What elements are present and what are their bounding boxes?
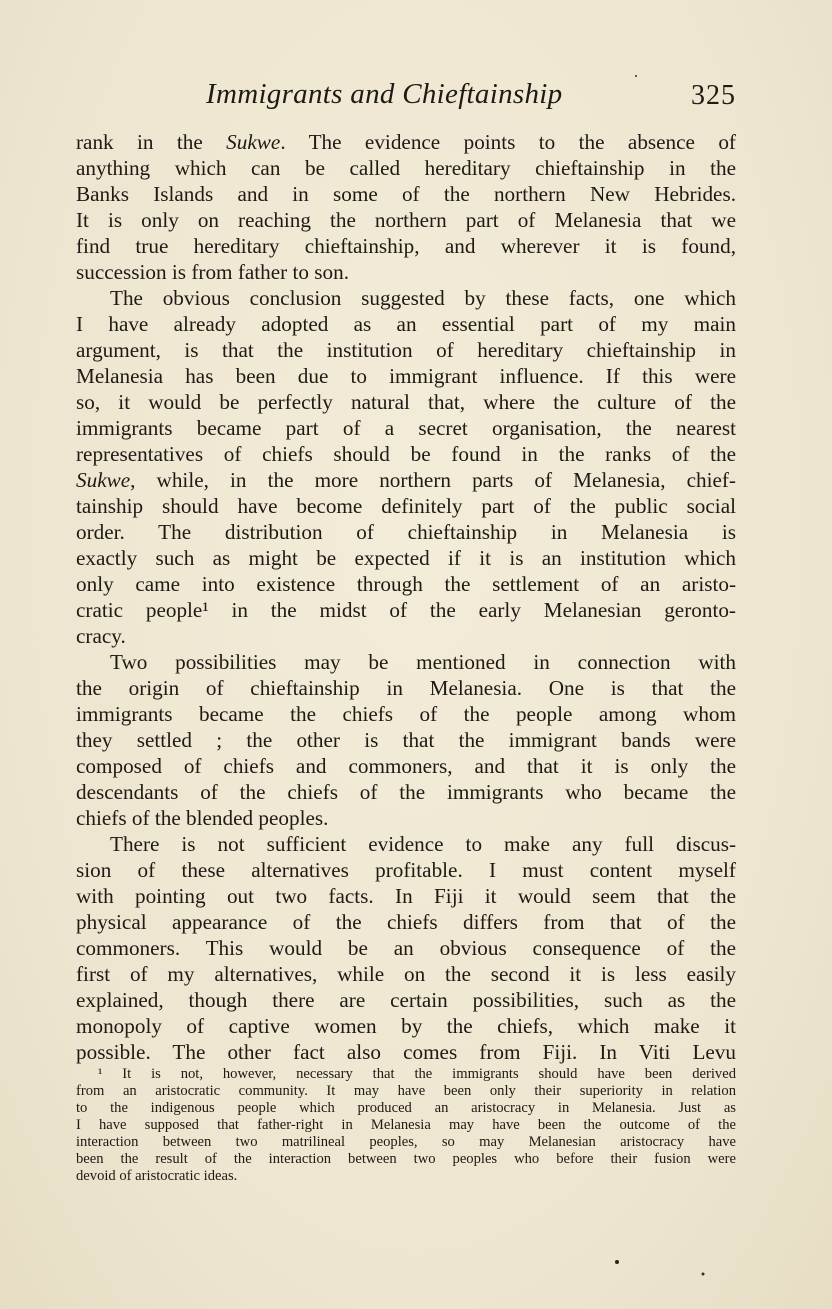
body-line: physical appearance of the chiefs differs from that of the bbox=[76, 910, 736, 934]
footnote-line: been the result of the interaction between two peoples who before their fusion were bbox=[76, 1151, 736, 1167]
footnote-line: interaction between two matrilineal peoples, so may Melanesian aristocracy have bbox=[76, 1134, 736, 1150]
body-line: descendants of the chiefs of the immigrants who became the bbox=[76, 780, 736, 804]
body-line: chiefs of the blended peoples. bbox=[76, 806, 329, 830]
body-line: argument, is that the institution of hereditary chieftainship in bbox=[76, 338, 736, 362]
native-term: Sukwe bbox=[76, 468, 131, 492]
body-line: with pointing out two facts. In Fiji it would seem that the bbox=[76, 884, 736, 908]
running-title: Immigrants and Chieftainship bbox=[206, 78, 563, 110]
ink-speck bbox=[635, 75, 637, 77]
footnote bbox=[76, 1066, 736, 1185]
body-line: first of my alternatives, while on the second it is less easily bbox=[76, 962, 736, 986]
page-number: 325 bbox=[691, 80, 736, 111]
footnote-line: from an aristocratic community. It may have been only their superiority in relation bbox=[76, 1083, 736, 1099]
body-line: explained, though there are certain possibilities, such as the bbox=[76, 988, 736, 1012]
ink-speck bbox=[702, 1273, 705, 1276]
footnote-line: to the indigenous people which produced an aristocracy in Melanesia. Just as bbox=[76, 1100, 736, 1116]
paragraph-start: There is not sufficient evidence to make any full discus- bbox=[110, 832, 736, 856]
body-line: succession is from father to son. bbox=[76, 260, 350, 284]
body-line: cracy. bbox=[76, 624, 126, 648]
body-line: anything which can be called hereditary chieftainship in the bbox=[76, 156, 736, 180]
page-header bbox=[76, 78, 736, 118]
body-line: composed of chiefs and commoners, and that it is only the bbox=[76, 754, 736, 778]
body-line: cratic people¹ in the midst of the early Melanesian geronto- bbox=[76, 598, 736, 622]
body-line: order. The distribution of chieftainship in Melanesia is bbox=[76, 520, 736, 544]
body-line: I have already adopted as an essential part of my main bbox=[76, 312, 736, 336]
body-line: possible. The other fact also comes from Fiji. In Viti Levu bbox=[76, 1040, 736, 1064]
body-line: only came into existence through the settlement of an aristo- bbox=[76, 572, 736, 596]
paragraph-start: Two possibilities may be mentioned in connection with bbox=[110, 650, 736, 674]
ink-speck bbox=[615, 1260, 619, 1264]
body-text bbox=[76, 129, 736, 1065]
body-line: they settled ; the other is that the immigrant bands were bbox=[76, 728, 736, 752]
paragraph-start: The obvious conclusion suggested by these facts, one which bbox=[110, 286, 736, 310]
body-line: commoners. This would be an obvious consequence of the bbox=[76, 936, 736, 960]
body-line: tainship should have become definitely part of the public social bbox=[76, 494, 736, 518]
body-line: It is only on reaching the northern part of Melanesia that we bbox=[76, 208, 736, 232]
body-line: so, it would be perfectly natural that, where the culture of the bbox=[76, 390, 736, 414]
body-line: Melanesia has been due to immigrant influence. If this were bbox=[76, 364, 736, 388]
body-line: immigrants became part of a secret organisation, the nearest bbox=[76, 416, 736, 440]
body-line: monopoly of captive women by the chiefs, which make it bbox=[76, 1014, 736, 1038]
footnote-line: devoid of aristocratic ideas. bbox=[76, 1168, 238, 1184]
body-line: Banks Islands and in some of the northern New Hebrides. bbox=[76, 182, 736, 206]
body-line: immigrants became the chiefs of the people among whom bbox=[76, 702, 736, 726]
body-line: sion of these alternatives profitable. I must content myself bbox=[76, 858, 736, 882]
footnote-line: ¹ It is not, however, necessary that the immigrants should have been derived bbox=[98, 1066, 736, 1082]
body-line: exactly such as might be expected if it is an institution which bbox=[76, 546, 736, 570]
body-line: find true hereditary chieftainship, and wherever it is found, bbox=[76, 234, 736, 258]
footnote-line: I have supposed that father-right in Melanesia may have been the outcome of the bbox=[76, 1117, 736, 1133]
body-line: the origin of chieftainship in Melanesia. One is that the bbox=[76, 676, 736, 700]
body-line: Sukwe, while, in the more northern parts of Melanesia, chief- bbox=[76, 468, 736, 492]
body-line: rank in the Sukwe. The evidence points to the absence of bbox=[76, 130, 736, 154]
body-line: representatives of chiefs should be found in the ranks of the bbox=[76, 442, 736, 466]
native-term: Sukwe bbox=[226, 130, 281, 154]
